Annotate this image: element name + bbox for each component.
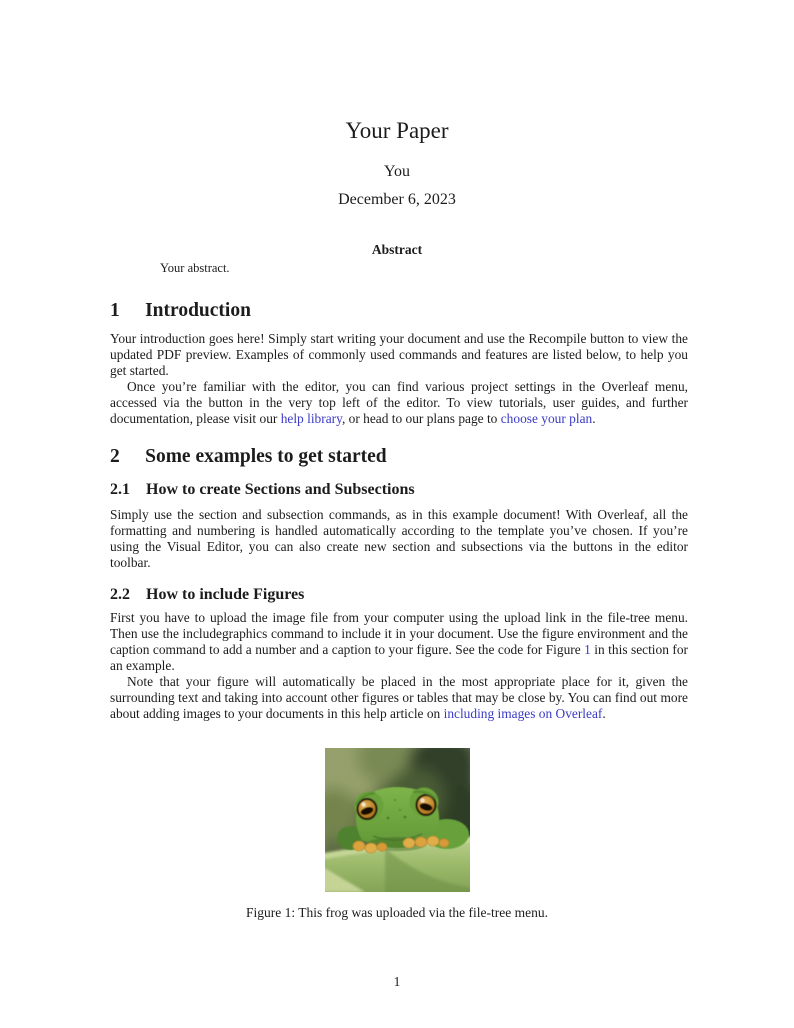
figures-p1-text-1: First you have to upload the image file from your computer using the upload link in the file-tree menu. Then use the includegraphics command to include it in your document. Use the figure environment and the caption command to add a number and a caption to your figure. See the code for Figure — [110, 610, 688, 657]
section-2-number: 2 — [110, 446, 120, 467]
subsection-2-1-paragraph: Simply use the section and subsection commands, as in this example document! With Overleaf, all the formatting and numbering is handled automatically according to the template you’ve chosen. If you’re using the Visual Editor, you can also create new section and subsections via the buttons in the editor toolbar. — [110, 507, 688, 570]
figures-paragraph-2 — [110, 674, 688, 722]
section-1-number: 1 — [110, 300, 120, 321]
figure-1 — [325, 748, 470, 892]
figure-1-ref-link[interactable]: 1 — [584, 642, 591, 657]
figures-p1-text-2: in this section for an example. — [110, 642, 688, 673]
figure-1-caption: Figure 1: This frog was uploaded via the file-tree menu. — [246, 905, 548, 920]
intro-paragraph-1: Your introduction goes here! Simply start writing your document and use the Recompile button to view the updated PDF preview. Examples of commonly used commands and features are listed below, to help you get started. — [110, 331, 688, 378]
subsection-2-1-title: How to create Sections and Subsections — [146, 481, 415, 498]
subsection-2-1-heading — [110, 481, 688, 499]
section-2-heading — [110, 446, 688, 467]
help-library-link[interactable]: help library — [280, 411, 342, 426]
subsection-2-2-title: How to include Figures — [146, 586, 305, 603]
intro-p2-text-2: , or head to our plans page to — [341, 411, 501, 426]
figures-p2-text-1: Note that your figure will automatically be placed in the most appropriate place for it, given the surrounding text and taking into account other figures or tables that may be close by. You can find out more about adding images to your documents in this help article on — [110, 674, 688, 721]
frog-photo — [325, 748, 470, 892]
section-1-heading — [110, 300, 688, 321]
abstract-heading: Abstract — [371, 242, 423, 257]
subsection-2-2-number: 2.2 — [110, 586, 130, 603]
paper-author: You — [384, 163, 410, 180]
choose-your-plan-link[interactable]: choose your plan — [500, 411, 593, 426]
figures-paragraph-1 — [110, 610, 688, 674]
paper-date: December 6, 2023 — [338, 191, 456, 208]
section-1-title: Introduction — [145, 300, 251, 321]
including-images-on-overleaf-link[interactable]: including images on Overleaf — [443, 706, 603, 721]
intro-paragraph-2 — [110, 379, 688, 427]
page-number: 1 — [393, 974, 401, 989]
intro-p2-text-1: Once you’re familiar with the editor, you can find various project settings in the Overleaf menu, accessed via the button in the very top left of the editor. To view tutorials, user guides, and further documentation, please visit our — [110, 379, 688, 426]
section-2-title: Some examples to get started — [145, 446, 387, 467]
figures-p2-text-2: . — [602, 706, 606, 721]
abstract-text: Your abstract. — [160, 261, 230, 275]
subsection-2-1-number: 2.1 — [110, 481, 130, 498]
paper-title: Your Paper — [345, 118, 449, 143]
intro-p2-text-3: . — [592, 411, 596, 426]
subsection-2-2-heading — [110, 586, 688, 604]
